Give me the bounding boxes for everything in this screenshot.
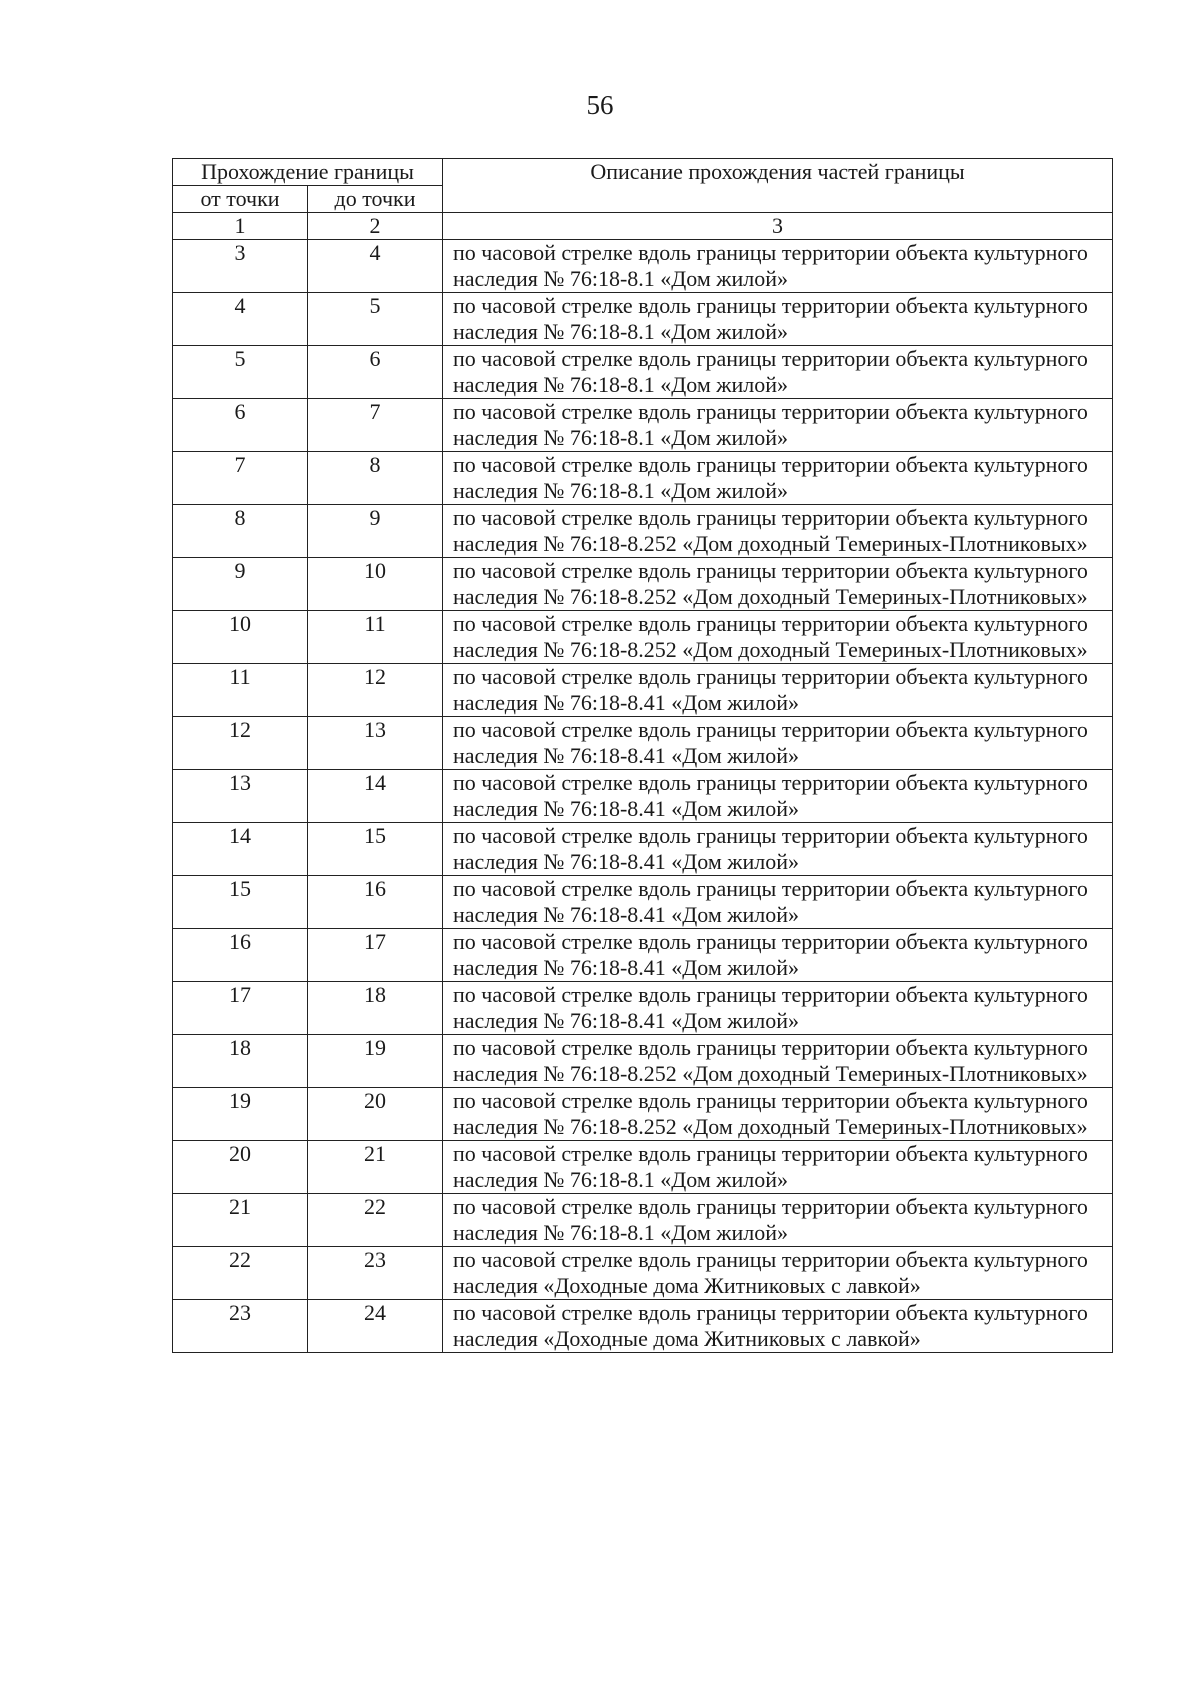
table-row bbox=[173, 770, 1113, 823]
table-row bbox=[173, 399, 1113, 452]
cell-from-point: 21 bbox=[173, 1194, 308, 1247]
cell-from-point: 17 bbox=[173, 982, 308, 1035]
cell-to-point: 21 bbox=[308, 1141, 443, 1194]
cell-from-point: 15 bbox=[173, 876, 308, 929]
cell-to-point: 9 bbox=[308, 505, 443, 558]
cell-description: по часовой стрелке вдоль границы территории объекта культурного наследия № 76:18-8.1 «Дом жилой» bbox=[443, 1141, 1113, 1194]
cell-description: по часовой стрелке вдоль границы территории объекта культурного наследия № 76:18-8.252 «Дом доходный Темериных-Плотниковых» bbox=[443, 1088, 1113, 1141]
cell-description: по часовой стрелке вдоль границы территории объекта культурного наследия № 76:18-8.1 «Дом жилой» bbox=[443, 399, 1113, 452]
cell-from-point: 11 bbox=[173, 664, 308, 717]
cell-to-point: 8 bbox=[308, 452, 443, 505]
cell-to-point: 7 bbox=[308, 399, 443, 452]
cell-from-point: 9 bbox=[173, 558, 308, 611]
header-to-point: до точки bbox=[308, 186, 443, 213]
cell-description: по часовой стрелке вдоль границы территории объекта культурного наследия № 76:18-8.41 «Дом жилой» bbox=[443, 664, 1113, 717]
cell-description: по часовой стрелке вдоль границы территории объекта культурного наследия № 76:18-8.41 «Дом жилой» bbox=[443, 929, 1113, 982]
column-index-2: 2 bbox=[308, 213, 443, 240]
cell-to-point: 16 bbox=[308, 876, 443, 929]
cell-to-point: 19 bbox=[308, 1035, 443, 1088]
table-row bbox=[173, 452, 1113, 505]
cell-from-point: 12 bbox=[173, 717, 308, 770]
header-from-point: от точки bbox=[173, 186, 308, 213]
cell-description: по часовой стрелке вдоль границы территории объекта культурного наследия № 76:18-8.252 «Дом доходный Темериных-Плотниковых» bbox=[443, 505, 1113, 558]
cell-from-point: 6 bbox=[173, 399, 308, 452]
cell-to-point: 24 bbox=[308, 1300, 443, 1353]
cell-description: по часовой стрелке вдоль границы территории объекта культурного наследия № 76:18-8.41 «Дом жилой» bbox=[443, 876, 1113, 929]
cell-description: по часовой стрелке вдоль границы территории объекта культурного наследия № 76:18-8.252 «Дом доходный Темериных-Плотниковых» bbox=[443, 558, 1113, 611]
table-row bbox=[173, 664, 1113, 717]
table-row bbox=[173, 1141, 1113, 1194]
cell-description: по часовой стрелке вдоль границы территории объекта культурного наследия «Доходные дома Житниковых с лавкой» bbox=[443, 1300, 1113, 1353]
table-row bbox=[173, 1247, 1113, 1300]
cell-to-point: 23 bbox=[308, 1247, 443, 1300]
cell-to-point: 20 bbox=[308, 1088, 443, 1141]
cell-from-point: 8 bbox=[173, 505, 308, 558]
table-row bbox=[173, 876, 1113, 929]
cell-to-point: 17 bbox=[308, 929, 443, 982]
cell-to-point: 6 bbox=[308, 346, 443, 399]
cell-from-point: 19 bbox=[173, 1088, 308, 1141]
cell-description: по часовой стрелке вдоль границы территории объекта культурного наследия № 76:18-8.41 «Дом жилой» bbox=[443, 770, 1113, 823]
table-row bbox=[173, 505, 1113, 558]
cell-from-point: 22 bbox=[173, 1247, 308, 1300]
table-row bbox=[173, 293, 1113, 346]
cell-description: по часовой стрелке вдоль границы территории объекта культурного наследия № 76:18-8.1 «Дом жилой» bbox=[443, 452, 1113, 505]
table-row bbox=[173, 929, 1113, 982]
cell-description: по часовой стрелке вдоль границы территории объекта культурного наследия № 76:18-8.252 «Дом доходный Темериных-Плотниковых» bbox=[443, 611, 1113, 664]
table-row bbox=[173, 558, 1113, 611]
table-row bbox=[173, 1088, 1113, 1141]
cell-description: по часовой стрелке вдоль границы территории объекта культурного наследия № 76:18-8.41 «Дом жилой» bbox=[443, 982, 1113, 1035]
cell-to-point: 12 bbox=[308, 664, 443, 717]
header-description: Описание прохождения частей границы bbox=[443, 159, 1113, 213]
cell-to-point: 11 bbox=[308, 611, 443, 664]
cell-from-point: 7 bbox=[173, 452, 308, 505]
cell-description: по часовой стрелке вдоль границы территории объекта культурного наследия № 76:18-8.1 «Дом жилой» bbox=[443, 346, 1113, 399]
table-body bbox=[173, 240, 1113, 1353]
cell-to-point: 4 bbox=[308, 240, 443, 293]
table-row bbox=[173, 346, 1113, 399]
cell-description: по часовой стрелке вдоль границы территории объекта культурного наследия № 76:18-8.41 «Дом жилой» bbox=[443, 717, 1113, 770]
cell-description: по часовой стрелке вдоль границы территории объекта культурного наследия № 76:18-8.252 «Дом доходный Темериных-Плотниковых» bbox=[443, 1035, 1113, 1088]
cell-to-point: 18 bbox=[308, 982, 443, 1035]
table-row bbox=[173, 1194, 1113, 1247]
table-row bbox=[173, 240, 1113, 293]
table-row bbox=[173, 823, 1113, 876]
cell-from-point: 5 bbox=[173, 346, 308, 399]
table-row bbox=[173, 1035, 1113, 1088]
column-index-1: 1 bbox=[173, 213, 308, 240]
cell-to-point: 13 bbox=[308, 717, 443, 770]
cell-description: по часовой стрелке вдоль границы территории объекта культурного наследия № 76:18-8.1 «Дом жилой» bbox=[443, 1194, 1113, 1247]
table-row bbox=[173, 982, 1113, 1035]
cell-to-point: 15 bbox=[308, 823, 443, 876]
cell-to-point: 14 bbox=[308, 770, 443, 823]
header-boundary-passage: Прохождение границы bbox=[173, 159, 443, 186]
cell-from-point: 18 bbox=[173, 1035, 308, 1088]
page-number: 56 bbox=[586, 90, 614, 120]
cell-from-point: 10 bbox=[173, 611, 308, 664]
cell-to-point: 22 bbox=[308, 1194, 443, 1247]
cell-from-point: 3 bbox=[173, 240, 308, 293]
cell-from-point: 20 bbox=[173, 1141, 308, 1194]
cell-from-point: 13 bbox=[173, 770, 308, 823]
cell-to-point: 5 bbox=[308, 293, 443, 346]
boundary-table bbox=[172, 158, 1113, 1353]
table-row bbox=[173, 717, 1113, 770]
cell-from-point: 23 bbox=[173, 1300, 308, 1353]
cell-description: по часовой стрелке вдоль границы территории объекта культурного наследия № 76:18-8.1 «Дом жилой» bbox=[443, 293, 1113, 346]
cell-to-point: 10 bbox=[308, 558, 443, 611]
table-row bbox=[173, 1300, 1113, 1353]
table-header bbox=[173, 159, 1113, 240]
cell-from-point: 14 bbox=[173, 823, 308, 876]
cell-description: по часовой стрелке вдоль границы территории объекта культурного наследия № 76:18-8.1 «Дом жилой» bbox=[443, 240, 1113, 293]
cell-description: по часовой стрелке вдоль границы территории объекта культурного наследия № 76:18-8.41 «Дом жилой» bbox=[443, 823, 1113, 876]
cell-from-point: 4 bbox=[173, 293, 308, 346]
cell-description: по часовой стрелке вдоль границы территории объекта культурного наследия «Доходные дома Житниковых с лавкой» bbox=[443, 1247, 1113, 1300]
table-row bbox=[173, 611, 1113, 664]
cell-from-point: 16 bbox=[173, 929, 308, 982]
column-index-3: 3 bbox=[443, 213, 1113, 240]
